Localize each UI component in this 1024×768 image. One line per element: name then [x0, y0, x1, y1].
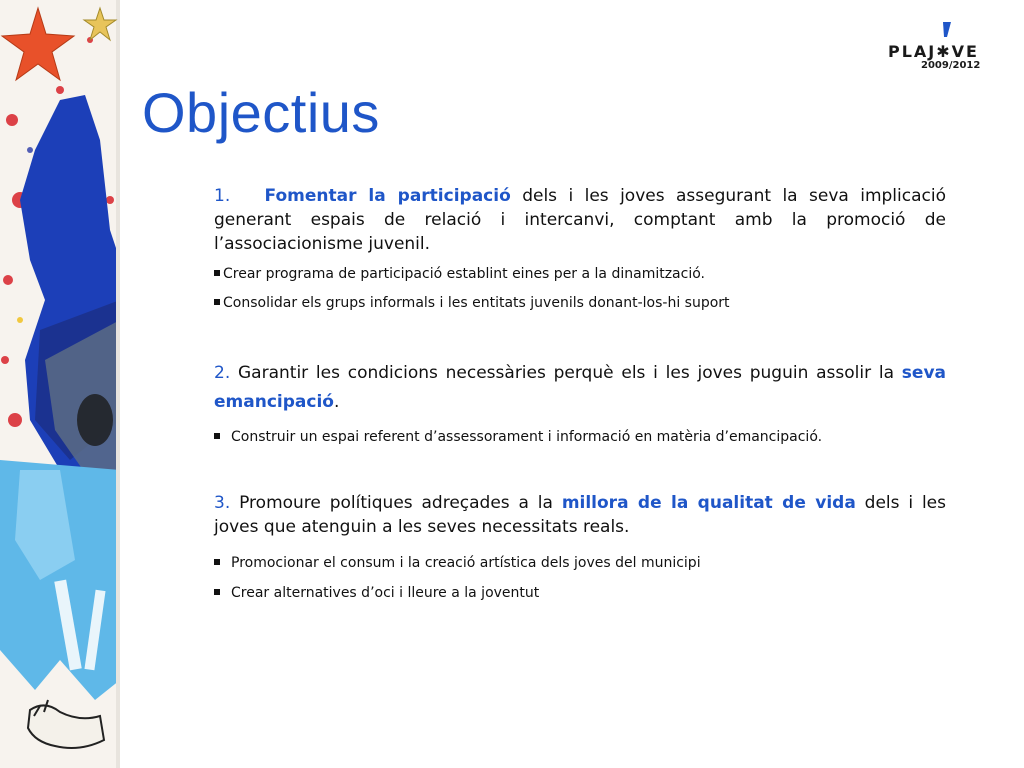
logo-years: 2009/2012: [921, 60, 981, 71]
bullet-square-icon: [214, 589, 220, 595]
objective-3-number: 3.: [214, 493, 231, 513]
logo-text: PLAJ✱VE: [888, 42, 979, 61]
bullet-text: Crear alternatives d’oci i lleure a la joventut: [231, 585, 540, 601]
bullet-square-icon: [214, 270, 220, 276]
objective-1-highlight: Fomentar la participació: [264, 186, 511, 206]
objective-3-bullet-1: [214, 553, 946, 573]
objective-1-number: 1.: [214, 186, 231, 206]
objective-2-bullet-1: [214, 427, 946, 447]
bullet-square-icon: [214, 559, 220, 565]
collage-art: [0, 0, 120, 768]
objective-3: [214, 491, 946, 539]
bullet-square-icon: [214, 433, 220, 439]
bullet-square-icon: [214, 299, 220, 305]
bullet-text: Promocionar el consum i la creació artística dels joves del municipi: [231, 555, 701, 571]
objectives-content: [214, 184, 946, 603]
objective-1-bullet-1: [214, 264, 946, 284]
plajove-logo: [888, 22, 980, 74]
exclamation-icon: [938, 22, 952, 44]
decorative-collage: [0, 0, 120, 768]
objective-1-text: dels i les joves assegurant la seva implicació generant espais de relació i intercanvi, comptant amb la promoció de l’associacionisme juvenil.: [214, 186, 946, 254]
objective-2-number: 2.: [214, 363, 231, 383]
objective-3-bullet-2: [214, 583, 946, 603]
objective-2-text-before: Garantir les condicions necessàries perquè els i les joves puguin assolir la: [230, 363, 902, 383]
objective-3-text-before: Promoure polítiques adreçades a la: [230, 493, 562, 513]
bullet-text: Consolidar els grups informals i les entitats juvenils donant-los-hi suport: [223, 295, 730, 311]
objective-3-text-after: dels i les joves que atenguin a les seves necessitats reals.: [214, 493, 946, 537]
objective-2: [214, 359, 946, 417]
objective-1-bullet-2: [214, 293, 946, 313]
objective-2-highlight: seva emancipació: [214, 363, 946, 412]
objective-3-highlight: millora de la qualitat de vida: [561, 493, 856, 513]
objective-1: [214, 184, 946, 256]
objective-2-text-after: .: [333, 392, 340, 412]
bullet-text: Construir un espai referent d’assessorament i informació en matèria d’emancipació.: [231, 429, 823, 445]
page-title: Objectius: [142, 81, 380, 144]
bullet-text: Crear programa de participació establint eines per a la dinamització.: [223, 266, 705, 282]
